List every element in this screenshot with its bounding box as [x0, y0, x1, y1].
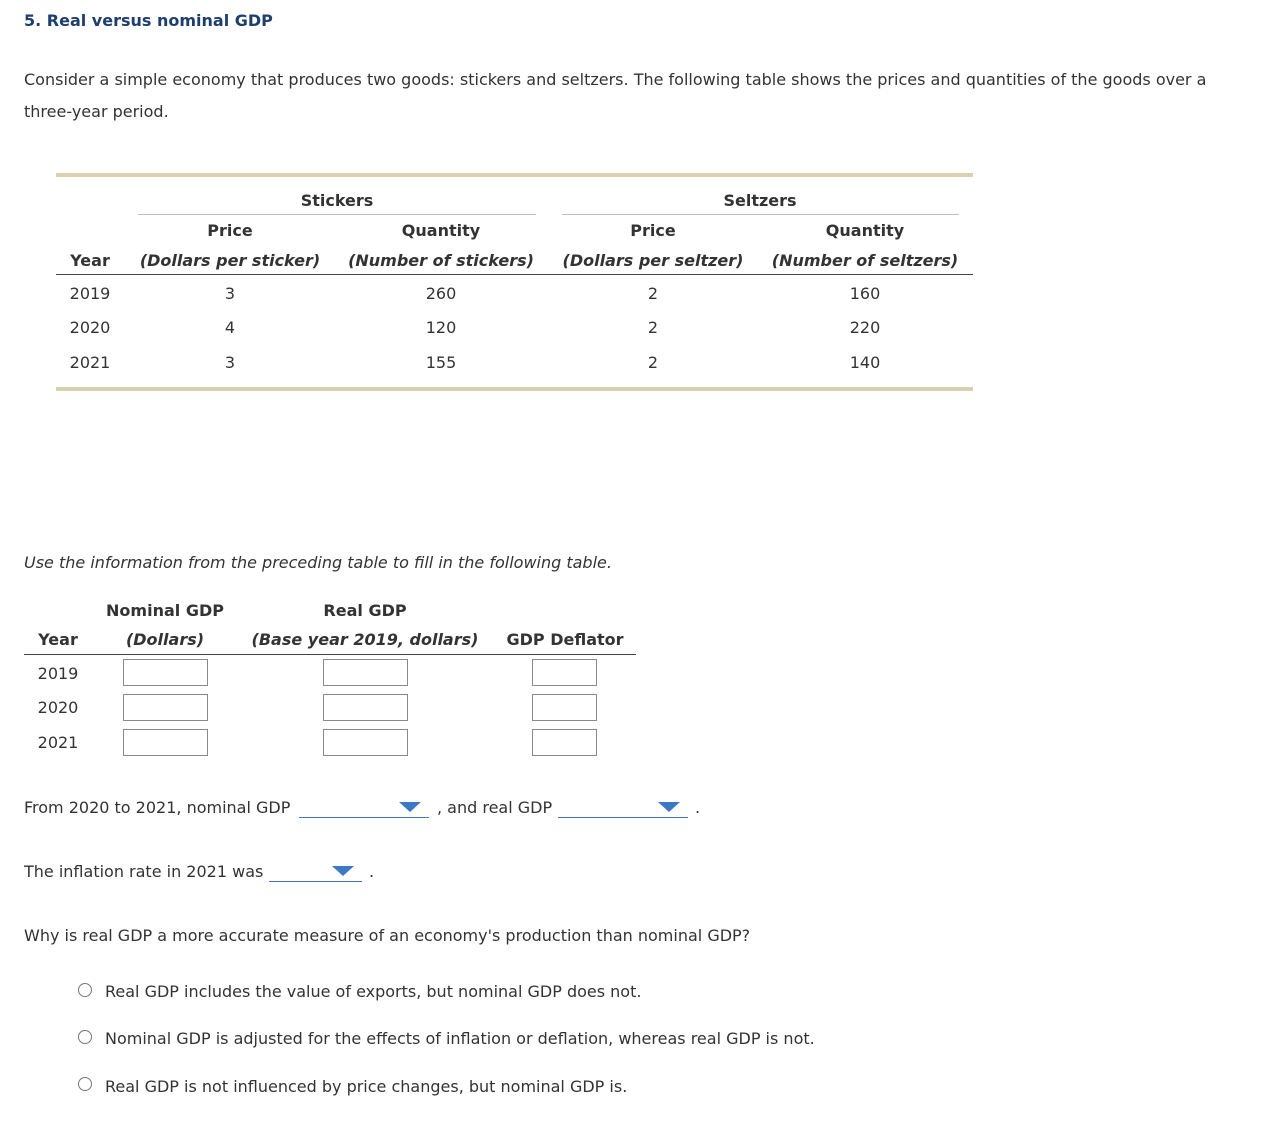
table-bottom-bar	[56, 387, 973, 391]
q3-question: Why is real GDP a more accurate measure of an economy's production than nominal GDP?	[24, 926, 751, 945]
unit-sticker-quantity: (Number of stickers)	[348, 251, 534, 270]
inflation-rate-dropdown[interactable]	[269, 860, 362, 882]
header-seltzer-price: Price	[630, 221, 676, 240]
q2-prefix: The inflation rate in 2021 was	[24, 862, 264, 881]
option-1-label[interactable]: Real GDP includes the value of exports, but nominal GDP does not.	[105, 982, 642, 1001]
table-cell: 160	[849, 284, 881, 303]
header-underline	[56, 274, 973, 275]
table-row-year: 2019	[69, 284, 111, 303]
table-cell: 120	[425, 318, 457, 337]
header-seltzer-quantity: Quantity	[825, 221, 905, 240]
header-sticker-price: Price	[207, 221, 253, 240]
gdp-deflator-2019-input[interactable]	[532, 659, 597, 686]
header-nominal-gdp: Nominal GDP	[106, 601, 224, 620]
option-3-label[interactable]: Real GDP is not influenced by price changes, but nominal GDP is.	[105, 1077, 628, 1096]
q2-suffix: .	[369, 862, 375, 881]
table-row-year: 2021	[69, 353, 111, 372]
chevron-down-icon	[658, 802, 680, 812]
nominal-gdp-2021-input[interactable]	[123, 729, 208, 756]
gdp-deflator-2021-input[interactable]	[532, 729, 597, 756]
header-year: Year	[38, 630, 78, 649]
radio-option-2[interactable]	[78, 1030, 92, 1044]
table-cell: 2	[647, 318, 659, 337]
q1-suffix: .	[695, 798, 701, 817]
group-header-seltzers: Seltzers	[723, 191, 797, 210]
table-cell: 3	[224, 353, 236, 372]
question-title: 5. Real versus nominal GDP	[24, 11, 273, 30]
unit-seltzer-price: (Dollars per seltzer)	[562, 251, 744, 270]
header-real-gdp: Real GDP	[323, 601, 407, 620]
table-cell: 2	[647, 284, 659, 303]
unit-seltzer-quantity: (Number of seltzers)	[771, 251, 959, 270]
header-year: Year	[70, 251, 110, 270]
unit-real-gdp: (Base year 2019, dollars)	[251, 630, 479, 649]
table-row-year: 2020	[37, 698, 79, 717]
option-2-label[interactable]: Nominal GDP is adjusted for the effects of inflation or deflation, whereas real GDP is not.	[105, 1029, 815, 1048]
radio-option-3[interactable]	[78, 1077, 92, 1091]
real-gdp-2021-input[interactable]	[323, 729, 408, 756]
table-top-bar	[56, 173, 973, 177]
group-header-stickers: Stickers	[300, 191, 374, 210]
intro-text: Consider a simple economy that produces two goods: stickers and seltzers. The following table shows the prices and quantities of the goods over a three-year period.	[24, 70, 1207, 121]
table-cell: 220	[849, 318, 881, 337]
table-cell: 4	[224, 318, 236, 337]
table-row-year: 2019	[37, 664, 79, 683]
unit-sticker-price: (Dollars per sticker)	[139, 251, 321, 270]
nominal-gdp-change-dropdown[interactable]	[299, 796, 429, 818]
nominal-gdp-2019-input[interactable]	[123, 659, 208, 686]
table-cell: 2	[647, 353, 659, 372]
gdp-deflator-2020-input[interactable]	[532, 694, 597, 721]
instruction-text: Use the information from the preceding table to fill in the following table.	[24, 553, 612, 572]
real-gdp-change-dropdown[interactable]	[558, 796, 688, 818]
q1-prefix: From 2020 to 2021, nominal GDP	[24, 798, 291, 817]
chevron-down-icon	[332, 866, 354, 876]
unit-nominal-gdp: (Dollars)	[125, 630, 205, 649]
table-cell: 155	[425, 353, 457, 372]
real-gdp-2019-input[interactable]	[323, 659, 408, 686]
real-gdp-2020-input[interactable]	[323, 694, 408, 721]
table-row-year: 2020	[69, 318, 111, 337]
chevron-down-icon	[399, 802, 421, 812]
stickers-group-divider	[138, 214, 536, 215]
table-row-year: 2021	[37, 733, 79, 752]
seltzers-group-divider	[562, 214, 959, 215]
q1-middle: , and real GDP	[437, 798, 553, 817]
table-cell: 3	[224, 284, 236, 303]
header-gdp-deflator: GDP Deflator	[506, 630, 624, 649]
radio-option-1[interactable]	[78, 983, 92, 997]
header-underline	[24, 654, 636, 655]
table-cell: 140	[849, 353, 881, 372]
table-cell: 260	[425, 284, 457, 303]
header-sticker-quantity: Quantity	[401, 221, 481, 240]
nominal-gdp-2020-input[interactable]	[123, 694, 208, 721]
